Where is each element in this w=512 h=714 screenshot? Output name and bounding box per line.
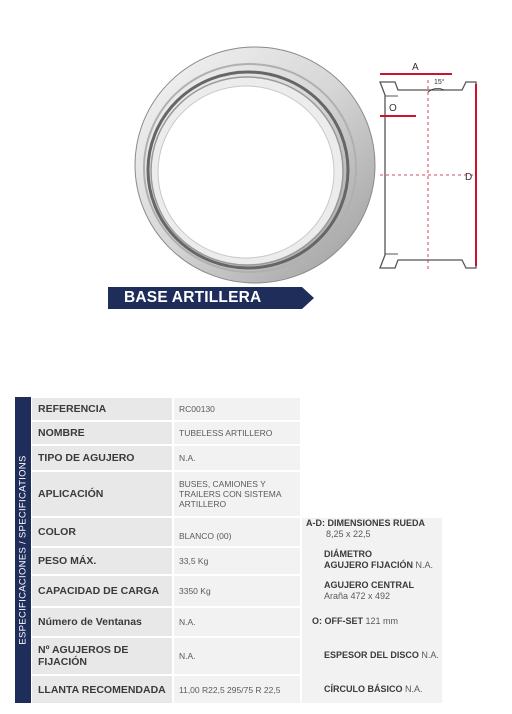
dim-circulo-value: N.A. [405,684,423,694]
dim-central [324,580,440,602]
dim-espesor [324,650,440,661]
spec-label-aplicacion: APLICACIÓN [32,472,172,516]
spec-label-color: COLOR [32,518,172,546]
dim-offset-label: OFF-SET [324,616,364,626]
spec-value-peso: 33,5 Kg [174,548,300,574]
dim-offset [312,616,440,627]
product-illustration [0,0,512,300]
dim-ad-label: DIMENSIONES RUEDA [327,518,426,528]
dim-central-value: Araña 472 x 492 [324,591,391,601]
spec-value-capacidad: 3350 Kg [174,576,300,606]
dim-diam-label-2: AGUJERO FIJACIÓN [324,560,414,570]
spec-label-capacidad: CAPACIDAD DE CARGA [32,576,172,606]
spec-label-tipo-agujero: TIPO DE AGUJERO [32,446,172,470]
dim-espesor-value: N.A. [421,650,439,660]
product-title: BASE ARTILLERA [124,289,262,306]
spec-label-nombre: NOMBRE [32,422,172,444]
spec-label-referencia: REFERENCIA [32,398,172,420]
spec-value-llanta: 11,00 R22,5 295/75 R 22,5 [174,676,300,703]
dimensions-panel [302,518,442,703]
dim-offset-value: 121 mm [365,616,399,626]
specifications-side-label: ESPECIFICACIONES / SPECIFICATIONS [17,455,29,645]
spec-value-referencia: RC00130 [174,398,300,420]
rim-photo [135,47,375,283]
dim-diam-label-1: DIÁMETRO [324,549,372,559]
dim-central-label: AGUJERO CENTRAL [324,580,415,590]
spec-value-color: BLANCO (00) [174,518,300,546]
diagram-label-a: A [412,62,419,73]
spec-value-ventanas: N.A. [174,608,300,636]
dim-espesor-label: ESPESOR DEL DISCO [324,650,419,660]
spec-label-ventanas: Número de Ventanas [32,608,172,636]
dim-circulo [324,684,440,695]
spec-value-agujeros-fijacion: N.A. [174,638,300,674]
spec-value-tipo-agujero: N.A. [174,446,300,470]
dim-ad-prefix: A-D: [306,518,325,528]
spec-value-aplicacion: BUSES, CAMIONES Y TRAILERS CON SISTEMA ARTILLERO [174,472,300,516]
spec-label-peso: PESO MÁX. [32,548,172,574]
spec-label-agujeros-fijacion: Nº AGUJEROS DE FIJACIÓN [32,638,172,674]
diagram-label-d: D [465,172,473,183]
dim-ad [306,518,440,540]
dim-circulo-label: CÍRCULO BÁSICO [324,684,403,694]
diagram-label-angle: 15° [434,79,445,86]
dim-diametro [324,549,440,571]
diagram-label-o: O [389,103,397,114]
dim-diam-value: N.A. [415,560,434,570]
dim-ad-value: 8,25 x 22,5 [326,529,371,539]
spec-value-nombre: TUBELESS ARTILLERO [174,422,300,444]
spec-label-llanta: LLANTA RECOMENDADA [32,676,172,703]
dim-offset-prefix: O: [312,616,322,626]
